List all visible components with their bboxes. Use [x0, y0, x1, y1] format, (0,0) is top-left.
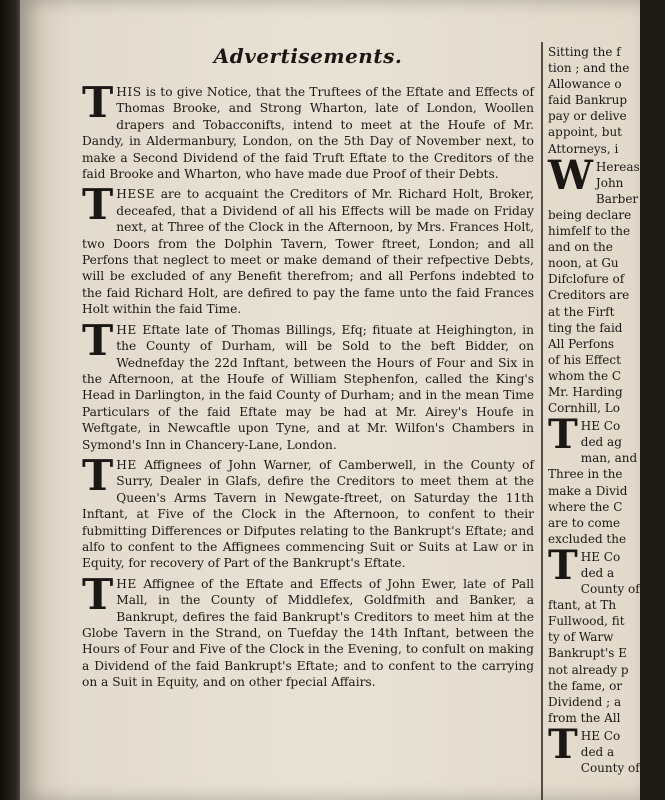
text-line: HE Co [580, 549, 621, 564]
text-line: ded a [580, 566, 615, 580]
right-column [548, 44, 665, 800]
text-line: Difclofure of [548, 272, 625, 287]
text-line: faid Bankrup [548, 93, 628, 108]
text-line: ting the faid [548, 320, 623, 335]
advertisement-text: is to give Notice, that the Truftees of the Eftate and Effects of Thomas Brooke, and Strong Wharton, late of London, Woollen drapers and Tobacconifts, intend to meet at the Houfe of Mr. Dandy, in Aldermanbury, London, on the 5th Day of November next, to make a Second Dividend of the faid Truft Eftate to the Creditors of the faid Brooke and Wharton, who have made due Proof of their Debts. [82, 85, 534, 182]
advertisement-list [82, 78, 534, 691]
text-line: Dividend ; a [548, 694, 622, 709]
text-line: Hereas [595, 159, 640, 174]
right-advertisement [548, 151, 665, 417]
text-line: appoint, but [548, 125, 622, 140]
advertisement [82, 315, 534, 453]
text-line: Cornhill, Lo [548, 401, 620, 416]
text-line: Creditors are [548, 288, 630, 303]
text-line: are to come [548, 515, 621, 530]
text-line: from the All [548, 710, 621, 725]
text-line: County of Co [580, 761, 660, 776]
right-advertisement [548, 411, 659, 547]
text-line: man, and Gli [580, 451, 659, 466]
text-line: pay or delive [548, 109, 627, 124]
advertisement [82, 450, 534, 572]
text-line: himfelf to the [548, 224, 631, 239]
text-line: where the C [548, 499, 623, 514]
right-advertisement-list [548, 44, 665, 776]
drop-cap: T [548, 720, 578, 768]
drop-cap: T [82, 180, 114, 230]
advertisement-lead: HESE [116, 187, 156, 202]
text-line: not already p [548, 662, 629, 677]
drop-cap: T [82, 569, 114, 619]
advertisement-lead: HE [116, 576, 137, 591]
text-line: noon, at Gu [548, 256, 619, 271]
text-line: Barber and [595, 191, 665, 206]
drop-cap: W [548, 151, 593, 199]
advertisement-lead: HIS [116, 85, 142, 99]
page-title: Advertisements. [213, 44, 403, 68]
text-line: Three in the [548, 467, 623, 482]
drop-cap: T [548, 541, 578, 589]
text-line: ded a [580, 745, 615, 760]
advertisement [82, 569, 534, 691]
drop-cap: T [82, 315, 114, 365]
drop-cap: T [82, 450, 114, 500]
text-line: at the Firft [548, 304, 615, 319]
right-advertisement [548, 720, 660, 776]
advertisements-column [82, 0, 534, 800]
text-line: Allowance o [548, 77, 622, 92]
drop-cap: T [548, 411, 578, 459]
advertisement-lead: HE [116, 322, 137, 337]
advertisement-text: Affignee of the Eftate and Effects of John Ewer, late of Pall Mall, in the County of Middlefex, Goldfmith and Banker, a Bankrupt, defires the faid Bankrupt's Creditors to meet him at the Globe Tavern in the Strand, on Tuefday the 14th Inftant, between the Hours of Four and Five of the Clock in the Evening, to confult on making a Dividend of the faid Bankrupt's Eftate; and to confent to the carrying on a Suit in Equity, and on other fpecial Affairs. [82, 576, 534, 690]
column-divider [541, 42, 543, 800]
advertisement [82, 180, 534, 317]
advertisement [82, 78, 534, 182]
advertisement-text: Affignees of John Warner, of Camberwell, in the County of Surry, Dealer in Glafs, defire the Creditors to meet them at the Queen's Arms Tavern in Newgate-ftreet, on Saturday the 11th Inftant, at Five of the Clock in the Afternoon, to confent to their fubmitting Differences or Difputes relating to the Bankrupt's Eftate; and alfo to confent to the Affignees commencing Suit or Suits at Law or in Equity, for recovery of Part of the Bankrupt's Eftate. [82, 457, 534, 571]
text-line: the fame, or [548, 678, 623, 693]
text-line: Sitting the f [548, 45, 621, 59]
right-advertisement [548, 44, 640, 157]
advertisement-text: Eftate late of Thomas Billings, Efq; fituate at Heighington, in the County of Durham, will be Sold to the beft Bidder, on Wednefday the 22d Inftant, between the Hours of Four and Six in the Afternoon, at the Houfe of William Stephenfon, called the King's Head in Darlington, in the faid County of Durham; and in the mean Time Particulars of the faid Eftate may be had at Mr. Airey's Houfe in Weftgate, in Newcaftle upon Tyne, and at Mr. Wilfon's Chambers in Symond's Inn in Chancery-Lane, London. [82, 322, 534, 452]
page-left-edge [0, 0, 22, 800]
text-line: of his Effect [548, 352, 621, 367]
text-line: ftant, at Th [548, 598, 617, 613]
drop-cap: T [82, 78, 114, 127]
text-line: tion ; and the [548, 61, 630, 76]
text-line: Bankrupt's E [548, 646, 627, 661]
text-line: HE Co [580, 419, 621, 434]
text-line: All Perfons [548, 336, 615, 351]
text-line: Mr. Harding [548, 384, 623, 399]
text-line: ded ag [580, 435, 622, 450]
text-line: Fullwood, fit [548, 614, 625, 629]
text-line: John [595, 175, 624, 190]
advertisement-text: are to acquaint the Creditors of Mr. Richard Holt, Broker, deceafed, that a Dividend of all his Effects will be made on Friday next, at Three of the Clock in the Afternoon, by Mrs. Frances Holt, two Doors from the Dolphin Tavern, Tower ftreet, London; and all Perfons that neglect to meet or make demand of their refpective Debts, will be excluded of any Benefit therefrom; and all Perfons indebted to the faid Richard Holt, are defired to pay the fame unto the faid Frances Holt within the faid Time. [82, 187, 534, 317]
text-line: ty of Warw [548, 630, 614, 645]
text-line: County of Sa [580, 582, 659, 597]
text-line: Attorneys, i [548, 141, 619, 156]
text-line: whom the C [548, 368, 622, 383]
advertisement-lead: HE [116, 457, 137, 472]
text-line: and on the [548, 240, 613, 255]
text-line: make a Divid [548, 483, 628, 498]
text-line: HE Co [580, 728, 621, 743]
text-line: being declare [548, 207, 632, 222]
right-advertisement [548, 541, 659, 726]
text-line: excluded the [548, 531, 627, 546]
